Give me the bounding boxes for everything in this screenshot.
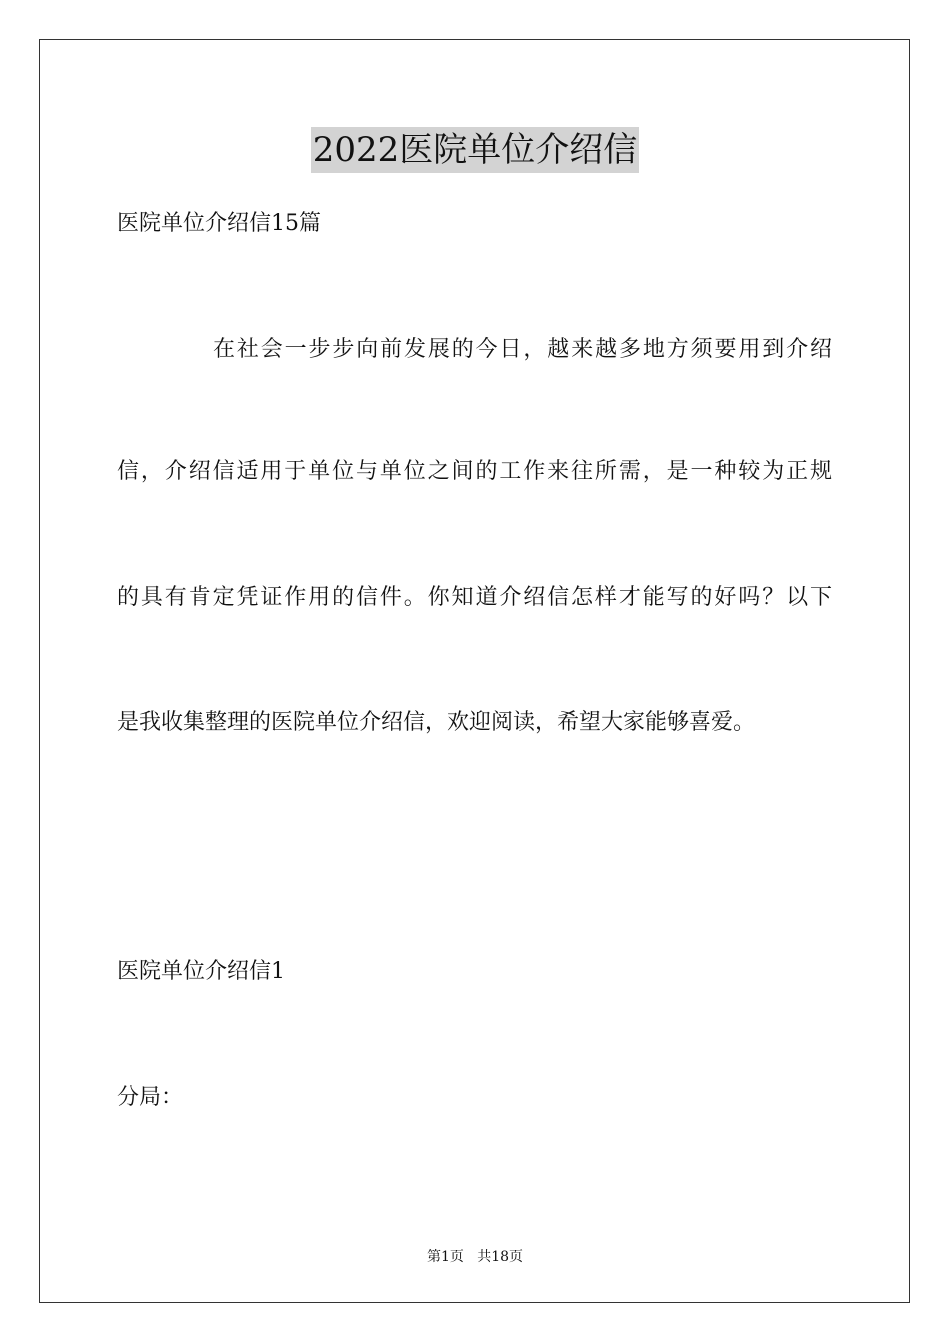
document-subtitle: 医院单位介绍信15篇 <box>117 211 321 236</box>
page-number-footer: 第1页 共18页 <box>426 1249 524 1265</box>
intro-paragraph-line-3: 的具有肯定凭证作用的信件。你知道介绍信怎样才能写的好吗？以下 <box>117 585 832 610</box>
intro-paragraph-line-1: 在社会一步步向前发展的今日，越来越多地方须要用到介绍 <box>213 337 832 362</box>
intro-paragraph-line-4: 是我收集整理的医院单位介绍信，欢迎阅读，希望大家能够喜爱。 <box>117 710 756 735</box>
salutation: 分局： <box>117 1085 184 1110</box>
title-container <box>0 127 950 173</box>
section-heading: 医院单位介绍信1 <box>117 959 285 984</box>
document-title: 2022医院单位介绍信 <box>311 127 640 173</box>
intro-paragraph-line-2: 信，介绍信适用于单位与单位之间的工作来往所需，是一种较为正规 <box>117 459 832 484</box>
